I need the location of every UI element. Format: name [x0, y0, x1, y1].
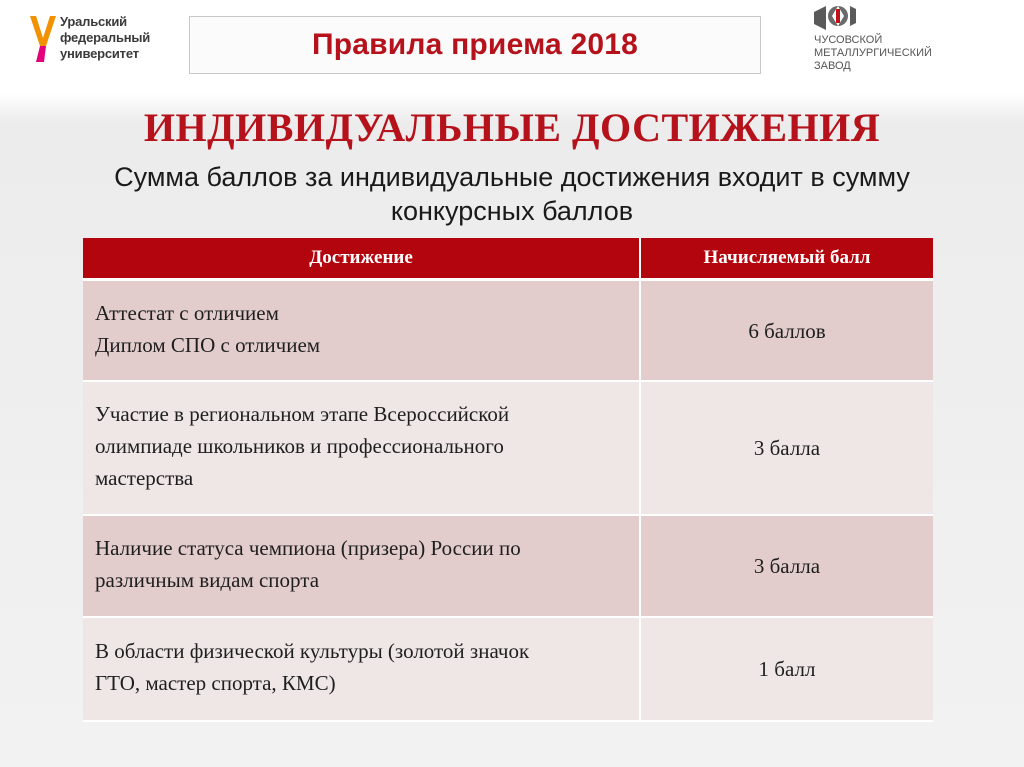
urfu-logo-line: федеральный [60, 30, 151, 45]
chmz-logo-text [814, 34, 932, 73]
achievement-line: Диплом СПО с отличием [95, 332, 321, 357]
achievement-line: олимпиаде школьников и профессионального [95, 434, 504, 458]
achievement-line: Аттестат с отличием [95, 300, 279, 325]
chmz-logo [808, 0, 1008, 80]
chmz-logo-line: МЕТАЛЛУРГИЧЕСКИЙ [814, 47, 932, 59]
table-header-row [83, 238, 933, 281]
score-cell: 3 балла [641, 516, 933, 618]
achievements-table [83, 238, 933, 722]
column-header-score: Начисляемый балл [641, 238, 933, 281]
achievement-line: ГТО, мастер спорта, КМС) [95, 671, 336, 695]
urfu-logo-line: Уральский [60, 14, 127, 29]
chmz-emblem-icon [812, 2, 858, 32]
table-row [83, 516, 933, 618]
column-header-achievement: Достижение [83, 238, 641, 281]
table-row [83, 281, 933, 382]
subtitle [20, 160, 1004, 228]
achievement-cell [83, 382, 641, 516]
header-box [189, 16, 761, 74]
urfu-emblem-icon [28, 12, 58, 66]
score-cell: 6 баллов [641, 281, 933, 382]
achievement-line: Наличие статуса чемпиона (призера) России по [95, 536, 521, 560]
achievement-cell [83, 281, 641, 382]
subtitle-line: конкурсных баллов [390, 196, 634, 226]
chmz-logo-line: ЗАВОД [814, 60, 851, 72]
urfu-logo-text [60, 14, 150, 62]
score-cell: 1 балл [641, 618, 933, 722]
achievement-line: различным видам спорта [95, 568, 320, 592]
subtitle-line: Сумма баллов за индивидуальные достижения входит в сумму [114, 162, 910, 192]
achievement-cell [83, 618, 641, 722]
achievement-line: мастерства [95, 466, 194, 490]
urfu-logo [28, 12, 188, 72]
achievement-line: Участие в региональном этапе Всероссийской [95, 402, 510, 426]
table-row [83, 618, 933, 722]
chmz-logo-line: ЧУСОВСКОЙ [814, 34, 883, 46]
main-title: ИНДИВИДУАЛЬНЫЕ ДОСТИЖЕНИЯ [143, 105, 881, 150]
table-row [83, 382, 933, 516]
achievement-cell [83, 516, 641, 618]
urfu-logo-line: университет [60, 46, 139, 61]
achievement-line: В области физической культуры (золотой значок [95, 639, 530, 663]
score-cell: 3 балла [641, 382, 933, 516]
header-title: Правила приема 2018 [311, 28, 639, 61]
